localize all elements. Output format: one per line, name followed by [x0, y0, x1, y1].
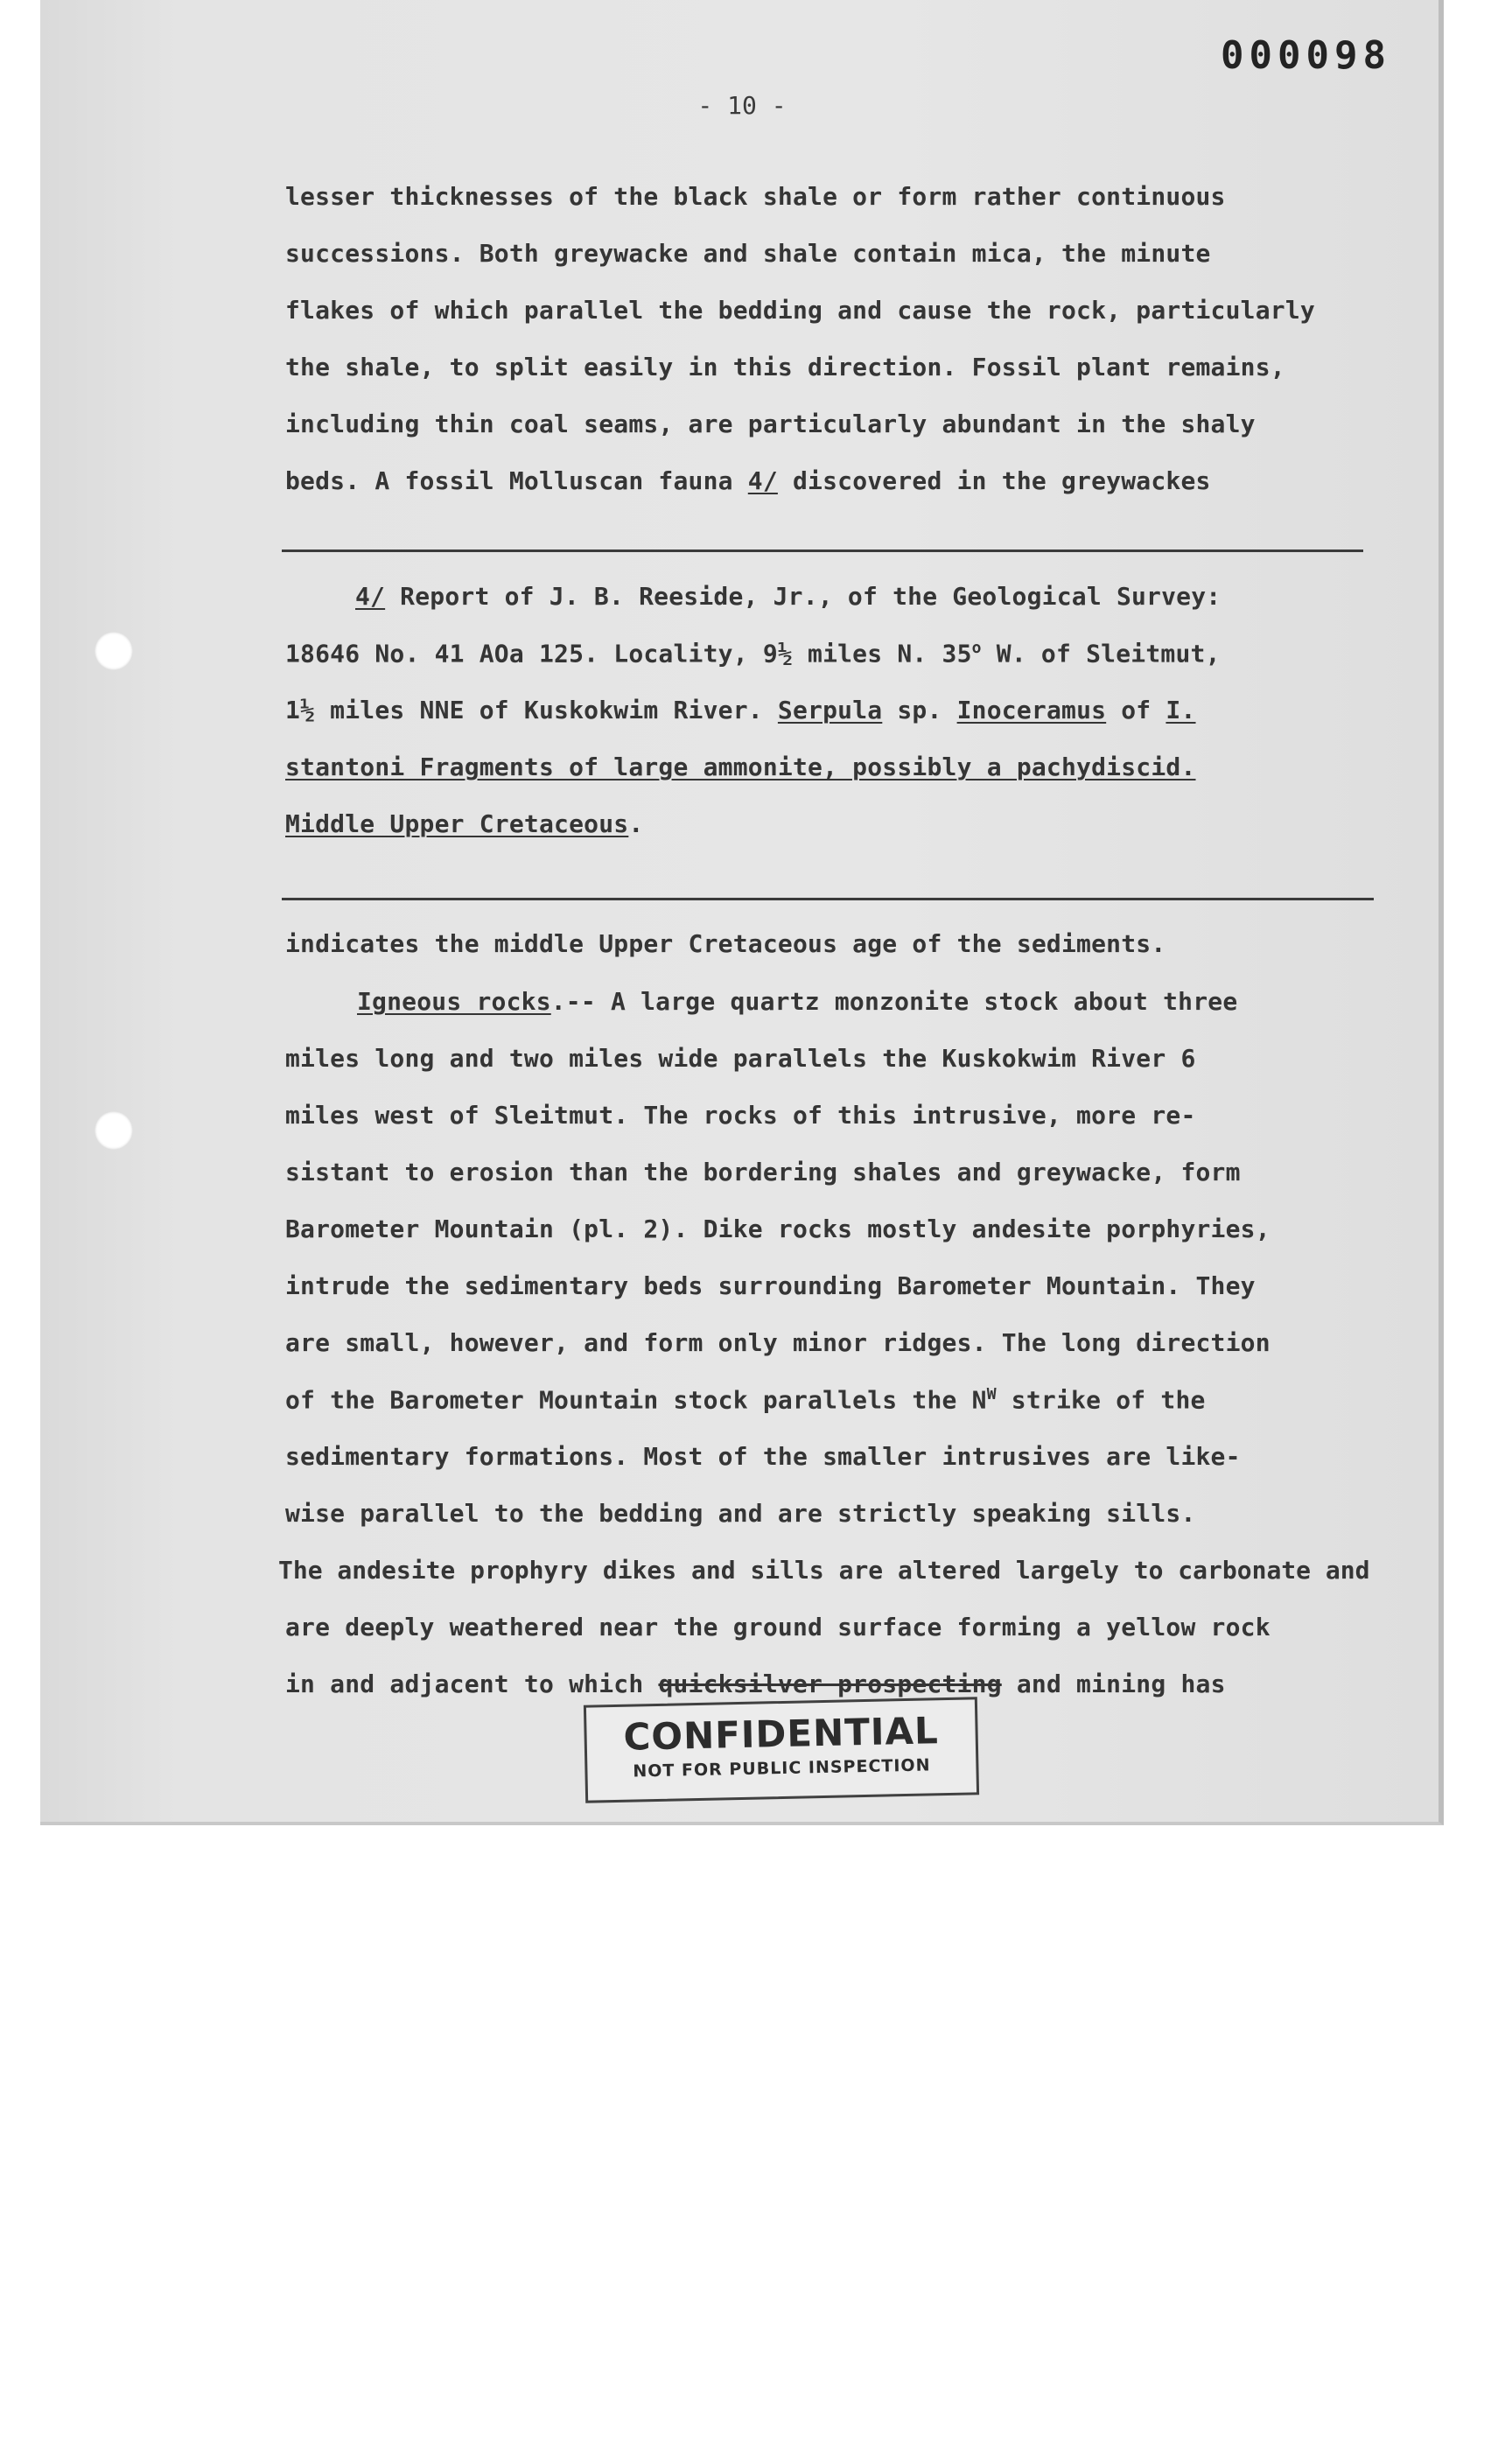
footnote-line	[285, 639, 1221, 668]
taxon-serpula: Serpula	[777, 696, 883, 724]
text-line	[357, 987, 1237, 1016]
text-line: are deeply weathered near the ground surface forming a yellow rock	[285, 1613, 1270, 1642]
direction-superscript: W	[986, 1385, 997, 1404]
text-line	[285, 466, 1211, 495]
text-line	[285, 1670, 1226, 1698]
text-line: flakes of which parallel the bedding and cause the rock, particularly	[285, 296, 1315, 325]
text-line: miles long and two miles wide parallels the Kuskokwim River 6	[285, 1044, 1196, 1073]
text-span: of	[1106, 696, 1166, 724]
text-line: are small, however, and form only minor ridges. The long direction	[285, 1328, 1270, 1357]
footnote-line	[285, 696, 1196, 724]
stamp-title: CONFIDENTIAL	[623, 1709, 940, 1759]
degree-sign: o	[971, 639, 982, 657]
text-span: and mining has	[1001, 1670, 1226, 1698]
text-line: sedimentary formations. Most of the smaller intrusives are like-	[285, 1442, 1241, 1471]
text-line: lesser thicknesses of the black shale or form rather continuous	[285, 182, 1226, 211]
punch-hole-top	[94, 632, 133, 670]
page-number: - 10 -	[697, 91, 787, 120]
text-span: discovered in the greywackes	[777, 466, 1211, 495]
text-span: sp.	[882, 696, 957, 724]
taxon-abbrev: I.	[1166, 696, 1196, 724]
scanned-page	[40, 0, 1444, 1825]
text-span: W. of Sleitmut,	[981, 639, 1221, 668]
footnote-line	[285, 809, 643, 838]
stamp-subtitle: NOT FOR PUBLIC INSPECTION	[633, 1755, 931, 1782]
punch-hole-bottom	[94, 1111, 133, 1150]
text-line: miles west of Sleitmut. The rocks of this intrusive, more re-	[285, 1101, 1196, 1130]
text-span: beds. A fossil Molluscan fauna	[285, 466, 748, 495]
footnote-line: stantoni Fragments of large ammonite, possibly a pachydiscid.	[285, 752, 1196, 781]
text-span: strike of the	[996, 1385, 1206, 1415]
section-heading: Igneous rocks	[357, 987, 551, 1016]
text-line: The andesite prophyry dikes and sills are altered largely to carbonate and	[278, 1556, 1370, 1585]
text-line: indicates the middle Upper Cretaceous age of the sediments.	[285, 929, 1166, 958]
text-span: in and adjacent to which	[285, 1670, 659, 1698]
footnote-rule-top	[282, 550, 1363, 552]
text-line: sistant to erosion than the bordering shales and greywacke, form	[285, 1158, 1241, 1186]
text-span: 18646 No. 41 AOa 125. Locality, 9½ miles N. 35	[285, 639, 972, 668]
text-span: Report of J. B. Reeside, Jr., of the Geological Survey:	[385, 582, 1222, 611]
taxon-inoceramus: Inoceramus	[956, 696, 1107, 724]
footnote-rule-bottom	[282, 898, 1374, 900]
text-line	[285, 1385, 1206, 1414]
struck-text: quicksilver prospecting	[658, 1670, 1002, 1698]
text-span: .--	[550, 987, 596, 1016]
confidential-stamp	[584, 1697, 979, 1802]
text-line: Barometer Mountain (pl. 2). Dike rocks mostly andesite porphyries,	[285, 1214, 1270, 1243]
text-span: of the Barometer Mountain stock parallels the N	[285, 1385, 987, 1415]
text-span: A large quartz monzonite stock about three	[595, 987, 1238, 1016]
text-span: 1½ miles NNE of Kuskokwim River.	[285, 696, 778, 724]
text-line: wise parallel to the bedding and are strictly speaking sills.	[285, 1499, 1196, 1528]
text-line: the shale, to split easily in this direction. Fossil plant remains,	[285, 353, 1285, 382]
text-line: including thin coal seams, are particularly abundant in the shaly	[285, 410, 1256, 438]
footnote-reference: 4/	[747, 466, 778, 495]
age-label: Middle Upper Cretaceous	[285, 809, 629, 838]
text-line: intrude the sedimentary beds surrounding Barometer Mountain. They	[285, 1271, 1256, 1300]
text-span: .	[628, 809, 644, 838]
text-line: successions. Both greywacke and shale contain mica, the minute	[285, 239, 1211, 268]
footnote-line	[355, 582, 1221, 611]
footnote-marker: 4/	[355, 582, 386, 611]
document-serial-number: 000098	[1221, 33, 1391, 78]
